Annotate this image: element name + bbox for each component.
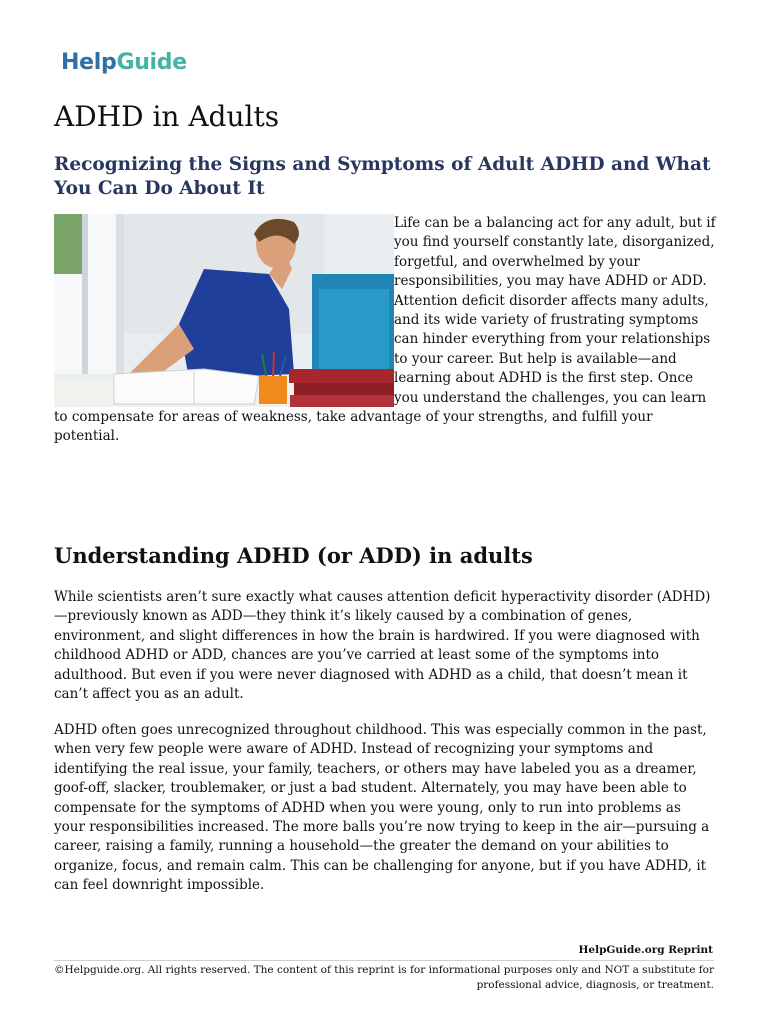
paragraph-1: While scientists aren’t sure exactly what causes attention deficit hyperactivity disorder (ADHD)—previously known as ADD—they think it’s likely caused by a combination of genes, environment, and slight differences in how the brain is hardwired. If you were diagnosed with childhood ADHD or ADD, chances are you’ve carried at least some of the symptoms into adulthood. But even if you were never diagnosed with ADHD as a child, that doesn’t mean it can’t affect you as an adult.: [54, 589, 711, 703]
logo-guide-text: Guide: [116, 50, 187, 75]
intro-block: [54, 214, 716, 447]
page-subtitle: Recognizing the Signs and Symptoms of Adult ADHD and What You Can Do About It: [54, 154, 711, 199]
hero-photo: [54, 214, 394, 407]
logo-help-text: Help: [61, 50, 117, 75]
footer-divider: [54, 960, 714, 961]
section-heading: Understanding ADHD (or ADD) in adults: [54, 543, 533, 568]
helpguide-logo: [61, 50, 187, 75]
footer-reprint-label: HelpGuide.org Reprint: [578, 944, 713, 956]
intro-paragraph: Life can be a balancing act for any adult, but if you find yourself constantly late, disorganized, forgetful, and overwhelmed by your responsibilities, you may have ADHD or ADD. Attention deficit disorder affects many adults, and its wide variety of frustrating symptoms can hinder everything from your relationships to your career. But help is available—and learning about ADHD is the first step. Once you understand the challenges, you can learn to compensate for areas of weakness, take advantage of your strengths, and fulfill your potential.: [54, 215, 716, 445]
footer-disclaimer: ©Helpguide.org. All rights reserved. The content of this reprint is for informational purposes only and NOT a substitute for professional advice, diagnosis, or treatment.: [54, 964, 714, 991]
page-title: ADHD in Adults: [54, 100, 280, 133]
paragraph-2: ADHD often goes unrecognized throughout childhood. This was especially common in the past, when very few people were aware of ADHD. Instead of recognizing your symptoms and identifying the real issue, your family, teachers, or others may have labeled you as a dreamer, goof-off, slacker, troublemaker, or just a bad student. Alternately, you may have been able to compensate for the symptoms of ADHD when you were young, only to run into problems as your responsibilities increased. The more balls you’re now trying to keep in the air—pursuing a career, raising a family, running a household—the greater the demand on your abilities to organize, focus, and remain calm. This can be challenging for anyone, but if you have ADHD, it can feel downright impossible.: [54, 722, 710, 894]
